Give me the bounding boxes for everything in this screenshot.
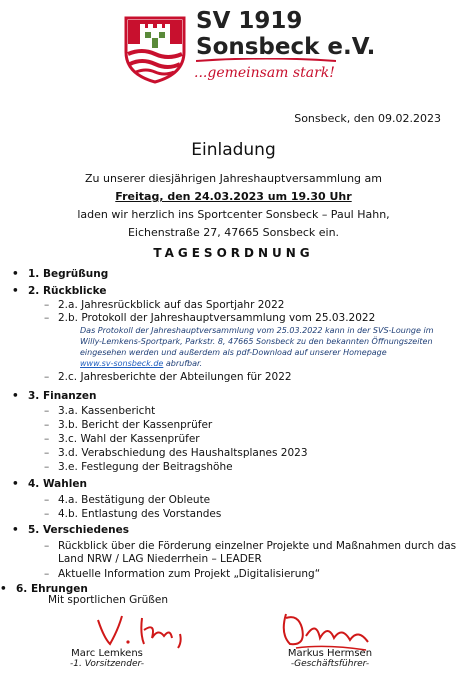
agenda-item-3b: – 3.b. Bericht der Kassenprüfer (44, 419, 213, 431)
bullet-icon: • (12, 285, 19, 297)
agenda-item-2a: – 2.a. Jahresrückblick auf das Sportjahr 2022 (44, 299, 285, 311)
header-swoosh (196, 58, 336, 64)
agenda-section-4: • 4. Wahlen (12, 478, 87, 490)
signer-role: -Geschäftsführer- (290, 659, 370, 669)
club-name-line2: Sonsbeck e.V. (196, 34, 376, 60)
agenda-section-5: • 5. Verschiedenes (12, 524, 129, 536)
intro-line-4: Eichenstraße 27, 47665 Sonsbeck ein. (127, 226, 340, 239)
signer-block-2 (270, 648, 390, 669)
bullet-icon: • (12, 268, 19, 280)
club-name (196, 8, 375, 60)
signature-lemkens (92, 608, 202, 652)
agenda-item-4b: – 4.b. Entlastung des Vorstandes (44, 508, 222, 520)
agenda-item-5a-cont: Land NRW / LAG Niederrhein – LEADER (58, 553, 262, 565)
page-title: Einladung (191, 140, 276, 160)
agenda-section-2: • 2. Rückblicke (12, 285, 107, 297)
intro-line-3: laden wir herzlich ins Sportcenter Sonsbeck – Paul Hahn, (77, 208, 390, 221)
agenda-item-4a: – 4.a. Bestätigung der Obleute (44, 494, 211, 506)
bullet-icon: • (12, 524, 19, 536)
signer-role: -1. Vorsitzender- (70, 659, 144, 669)
bullet-icon: • (12, 478, 19, 490)
meeting-date: Freitag, den 24.03.2023 um 19.30 Uhr (115, 190, 352, 203)
agenda-item-2c: – 2.c. Jahresberichte der Abteilungen für 2022 (44, 371, 292, 383)
signer-name: Markus Hermsen (287, 648, 373, 659)
agenda-item-3d: – 3.d. Verabschiedung des Haushaltsplanes 2023 (44, 447, 308, 459)
bullet-icon: • (12, 390, 19, 402)
homepage-link[interactable]: www.sv-sonsbeck.de (80, 359, 164, 368)
signer-name: Marc Lemkens (71, 648, 143, 659)
club-slogan: ...gemeinsam stark! (194, 65, 335, 81)
agenda-item-5a: – Rückblick über die Förderung einzelner Projekte und Maßnahmen durch das (44, 540, 457, 552)
agenda-section-6: • 6. Ehrungen (0, 583, 88, 595)
agenda-item-5b: – Aktuelle Information zum Projekt „Digitalisierung“ (44, 568, 321, 580)
agenda-item-3e: – 3.e. Festlegung der Beitragshöhe (44, 461, 233, 473)
intro-line-1: Zu unserer diesjährigen Jahreshauptversammlung am (85, 172, 382, 185)
agenda-item-2b: – 2.b. Protokoll der Jahreshauptversammlung vom 25.03.2022 (44, 312, 376, 324)
protocol-note: Das Protokoll der Jahreshauptversammlung vom 25.03.2022 kann in der SVS-Lounge im Willy-Lemkens-Sportpark, Parkstr. 8, 47665 Sonsbeck zu den bekannten Öffnungszeiten eingesehen werden und außerdem als pdf-Download auf unserer Homepage www.sv-sonsbeck.de abrufbar. (80, 326, 434, 368)
letter-date: Sonsbeck, den 09.02.2023 (294, 112, 441, 125)
club-name-line1: SV 1919 (196, 8, 303, 34)
agenda-item-3a: – 3.a. Kassenbericht (44, 405, 156, 417)
agenda-section-3: • 3. Finanzen (12, 390, 97, 402)
agenda-item-3c: – 3.c. Wahl der Kassenprüfer (44, 433, 200, 445)
closing-greeting: Mit sportlichen Grüßen (48, 594, 168, 606)
meeting-date-line (0, 190, 467, 203)
agenda-section-1: • 1. Begrüßung (12, 268, 109, 280)
agenda-heading: TAGESORDNUNG (153, 246, 314, 260)
club-crest-logo (122, 14, 188, 84)
signer-block-1 (52, 648, 162, 669)
bullet-icon: • (0, 583, 7, 595)
